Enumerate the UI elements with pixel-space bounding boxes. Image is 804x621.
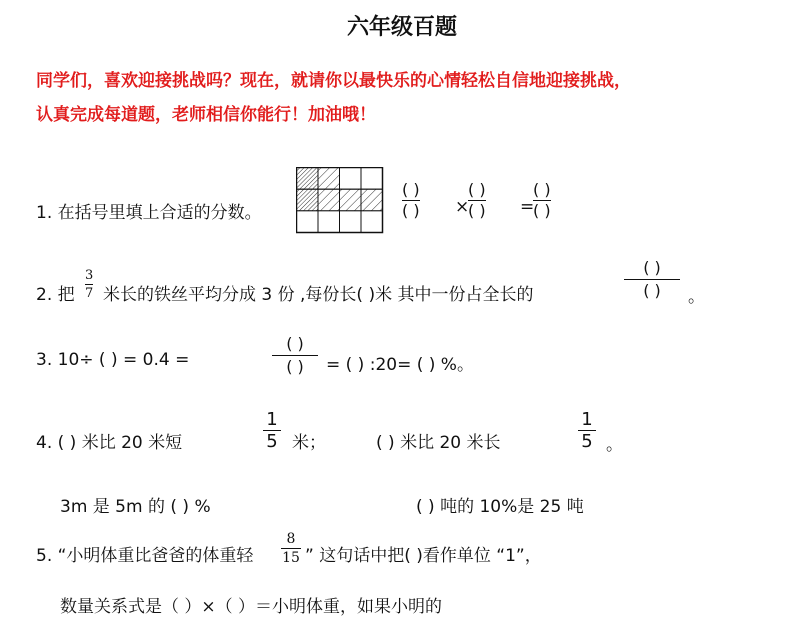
q5-numerator: 8: [286, 531, 296, 547]
grid-cell: [297, 211, 319, 233]
equals-sign: =: [520, 197, 535, 217]
q4-end: 。: [606, 435, 623, 455]
q3-fraction: [272, 333, 318, 378]
q2-numerator: 3: [85, 268, 94, 283]
q3-prefix: 3. 10÷ ( ) = 0.4 =: [36, 350, 190, 370]
q1-denominator-blank-2[interactable]: ( ): [468, 201, 486, 220]
shaded-grid-figure: [296, 167, 386, 237]
q4-fraction-2: [578, 409, 596, 452]
q4-part-2: ( ) 米比 20 米长: [376, 433, 501, 453]
page-title: 六年级百题: [346, 15, 457, 40]
q4-unit: 米；: [292, 433, 326, 453]
q5-rest: ” 这句话中把( )看作单位 “1”，: [305, 546, 542, 566]
times-sign: ×: [455, 197, 470, 217]
grid-cell: [297, 189, 319, 211]
intro-line-1: 同学们，喜欢迎接挑战吗？现在，就请你以最快乐的心情轻松自信地迎接挑战，: [36, 71, 631, 91]
q3-denominator-blank[interactable]: ( ): [286, 357, 304, 376]
q3-rest: = ( ) :20= ( ) %。: [326, 355, 474, 375]
q1-fraction-1: [402, 180, 420, 221]
grid-cell: [318, 211, 340, 233]
q3-numerator-blank[interactable]: ( ): [286, 334, 304, 353]
q1-denominator-blank-1[interactable]: ( ): [402, 201, 420, 220]
q2-prefix: 2. 把: [36, 285, 75, 305]
q1-text: 1. 在括号里填上合适的分数。: [36, 203, 262, 223]
q4-line-2a: 3m 是 5m 的 ( ) %: [60, 497, 211, 517]
q1-denominator-blank-3[interactable]: ( ): [533, 201, 551, 220]
grid-cell: [340, 168, 362, 190]
q1-numerator-blank-2[interactable]: ( ): [468, 180, 486, 199]
q1-fraction-2: [468, 180, 486, 221]
q4-part-1: 4. ( ) 米比 20 米短: [36, 433, 183, 453]
q4-line-2b: ( ) 吨的 10%是 25 吨: [416, 497, 584, 517]
q5-prefix: 5. “小明体重比爸爸的体重轻: [36, 546, 254, 566]
q2-denominator: 7: [85, 286, 94, 301]
q2-denominator-blank[interactable]: ( ): [643, 281, 661, 300]
q4-denominator-1: 5: [266, 431, 278, 452]
q5-cut-off-line: 数量关系式是（ ）×（ ）＝小明体重，如果小明的: [60, 597, 443, 617]
grid-cell: [297, 168, 319, 190]
q2-fraction: [85, 267, 93, 302]
grid-cell: [340, 189, 362, 211]
q1-fraction-3: [533, 180, 551, 221]
intro-line-2: 认真完成每道题，老师相信你能行！加油哦！: [36, 105, 376, 125]
q4-denominator-2: 5: [581, 431, 593, 452]
grid-cell: [361, 168, 383, 190]
q1-numerator-blank-3[interactable]: ( ): [533, 180, 551, 199]
q5-fraction: [281, 530, 301, 567]
q2-answer-fraction: [624, 257, 680, 302]
q1-numerator-blank-1[interactable]: ( ): [402, 180, 420, 199]
q4-numerator-2: 1: [581, 409, 593, 430]
grid-cell: [318, 168, 340, 190]
grid-cell: [340, 211, 362, 233]
q2-text: 米长的铁丝平均分成 3 份 ,每份长( )米 其中一份占全长的: [103, 285, 534, 305]
q2-numerator-blank[interactable]: ( ): [643, 258, 661, 277]
q2-end: 。: [688, 287, 705, 307]
q4-fraction-1: [263, 409, 281, 452]
grid-cell: [361, 189, 383, 211]
grid-cell: [318, 189, 340, 211]
q4-numerator-1: 1: [266, 409, 278, 430]
q5-denominator: 15: [282, 550, 300, 566]
grid-cell: [361, 211, 383, 233]
